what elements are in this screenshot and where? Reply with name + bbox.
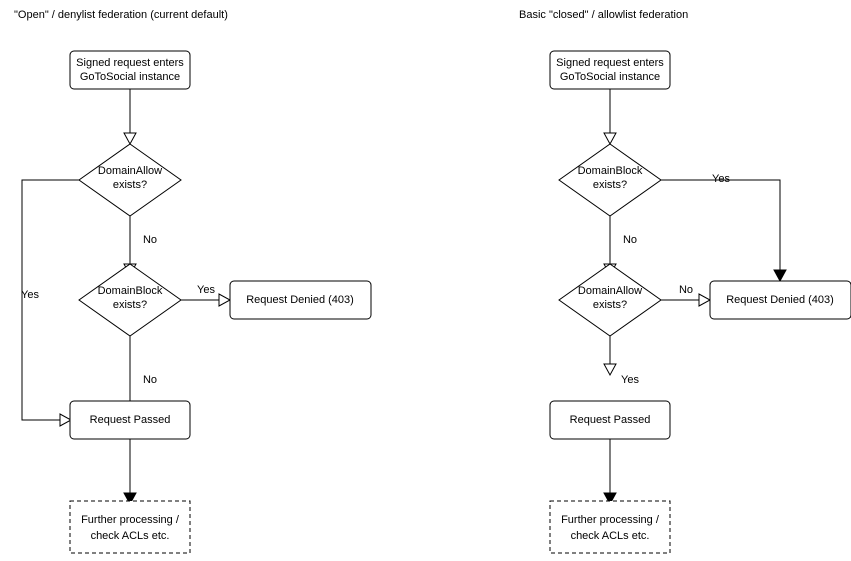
left-entry-line1: Signed request enters (76, 56, 184, 69)
right-further-line2: check ACLs etc. (570, 529, 650, 542)
left-decision-domainblock (79, 264, 181, 336)
left-decision1-line2: exists? (112, 178, 148, 191)
right-entry-line2: GoToSocial instance (559, 70, 661, 83)
right-label-allow-no: No (678, 283, 694, 296)
right-diagram-title: Basic "closed" / allowlist federation (519, 8, 689, 21)
right-further-processing-node (550, 501, 670, 553)
right-decision-domainallow (559, 264, 661, 336)
right-edge-entry-to-block (604, 89, 616, 144)
right-further-line1: Further processing / (561, 513, 659, 526)
left-request-denied-label: Request Denied (403) (246, 293, 354, 306)
left-further-line2: check ACLs etc. (90, 529, 170, 542)
right-edge-allow-yes (604, 336, 639, 386)
left-request-passed-node (70, 401, 190, 439)
right-request-denied-node (710, 281, 851, 319)
right-decision2-line2: exists? (592, 298, 628, 311)
right-request-passed-node (550, 401, 670, 439)
right-edge-allow-no (661, 284, 710, 306)
right-label-block-yes: Yes (712, 172, 730, 185)
left-edge-entry-to-allow (124, 89, 136, 144)
right-entry-line1: Signed request enters (556, 56, 664, 69)
left-decision-domainallow (79, 144, 181, 216)
right-decision2-line1: DomainAllow (577, 284, 643, 297)
left-edge-passed-to-further (124, 439, 136, 504)
right-edge-block-yes (661, 173, 786, 281)
left-request-passed-label: Request Passed (89, 413, 171, 426)
right-decision-domainblock (559, 144, 661, 216)
left-entry-line2: GoToSocial instance (79, 70, 181, 83)
left-edge-allow-yes (21, 180, 79, 426)
left-label-block-yes: Yes (197, 283, 215, 296)
left-request-denied-node (230, 281, 371, 319)
right-label-allow-yes: Yes (621, 373, 639, 386)
left-label-allow-no: No (142, 233, 158, 246)
right-request-passed-label: Request Passed (569, 413, 651, 426)
right-decision1-line2: exists? (592, 178, 628, 191)
left-decision2-line2: exists? (112, 298, 148, 311)
right-request-denied-label: Request Denied (403) (726, 293, 834, 306)
left-label-block-no: No (142, 373, 158, 386)
right-label-block-no: No (622, 233, 638, 246)
left-diagram-title: "Open" / denylist federation (current default) (14, 8, 228, 21)
left-decision1-line1: DomainAllow (97, 164, 163, 177)
right-decision1-line1: DomainBlock (577, 164, 643, 177)
left-edge-block-yes (181, 284, 230, 306)
left-entry-node (70, 51, 190, 89)
right-edge-passed-to-further (604, 439, 616, 504)
left-label-allow-yes: Yes (21, 288, 39, 301)
left-decision2-line1: DomainBlock (97, 284, 163, 297)
left-further-line1: Further processing / (81, 513, 179, 526)
right-entry-node (550, 51, 670, 89)
left-further-processing-node (70, 501, 190, 553)
